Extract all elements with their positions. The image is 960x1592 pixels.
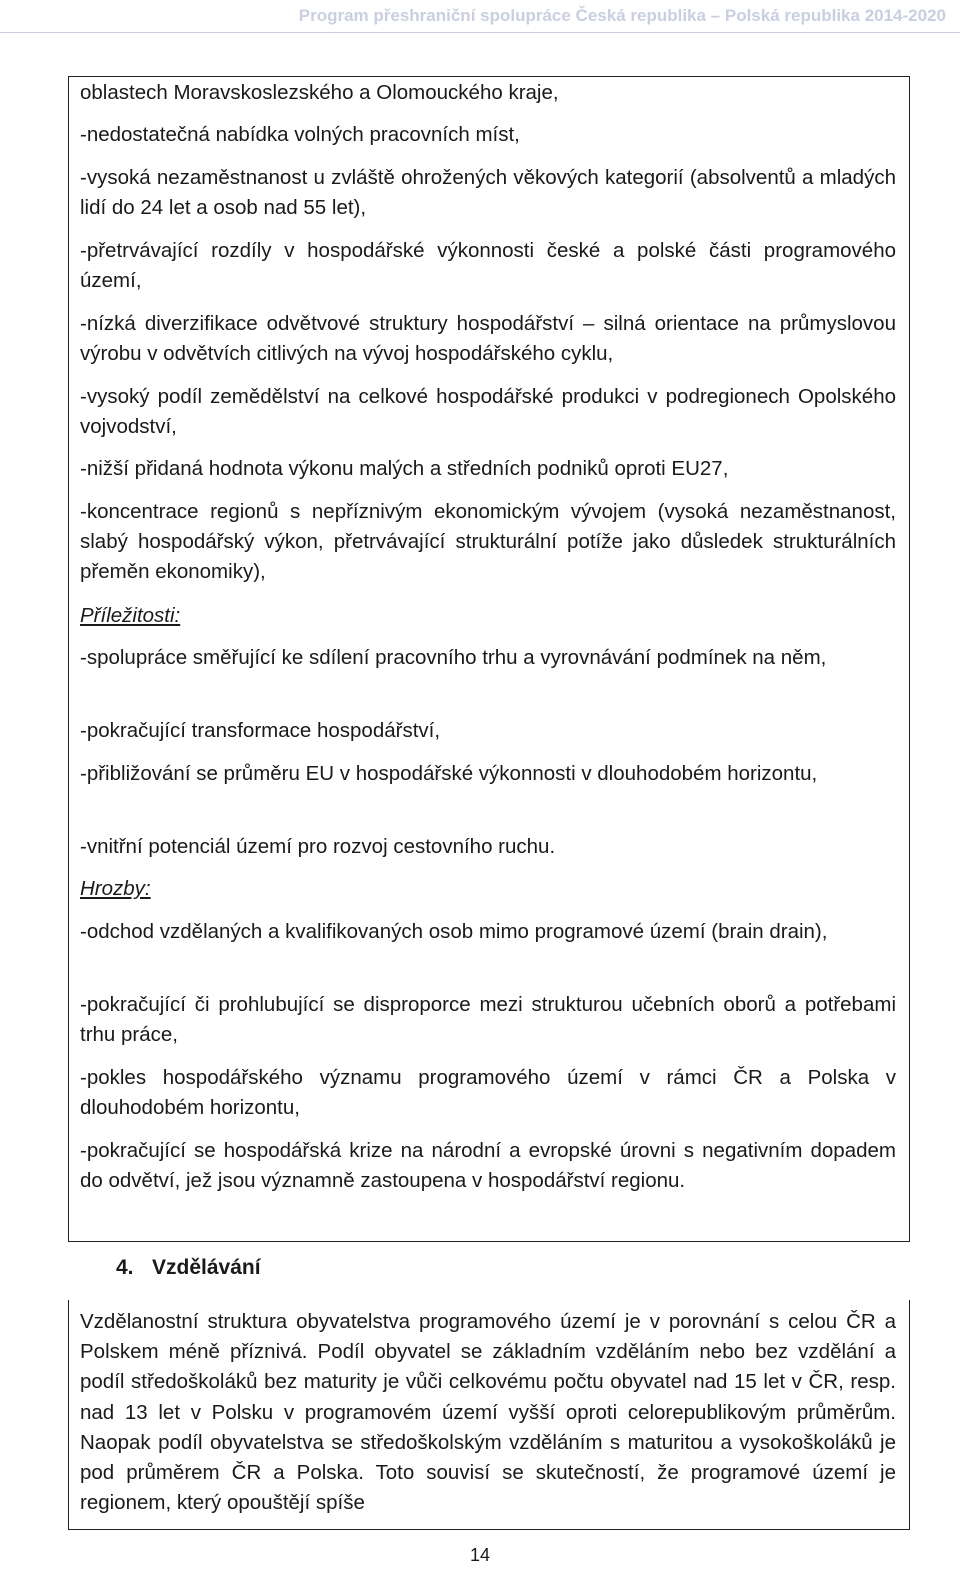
opportunities-label — [80, 601, 896, 631]
list-item: -spolupráce směřující ke sdílení pracovního trhu a vyrovnávání podmínek na něm, — [80, 646, 827, 669]
threats-label — [80, 874, 896, 904]
list-item: -pokles hospodářského významu programového území v rámci ČR a Polska v dlouhodobém horizontu, — [80, 1066, 896, 1119]
list-item: -vnitřní potenciál území pro rozvoj cestovního ruchu. — [80, 835, 556, 858]
list-item: -odchod vzdělaných a kvalifikovaných osob mimo programové území (brain drain), — [80, 920, 828, 943]
list-item: -pokračující se hospodářská krize na národní a evropské úrovni s negativním dopadem do odvětví, jež jsou významně zastoupena v hospodářství regionu. — [80, 1139, 896, 1192]
list-item: -pokračující transformace hospodářství, — [80, 719, 441, 742]
list-item: -koncentrace regionů s nepříznivým ekonomickým vývojem (vysoká nezaměstnanost, slabý hospodářský výkon, přetrvávající strukturální potíže jako důsledek strukturálních přeměn ekonomiky), — [80, 500, 896, 583]
section-title: Vzdělávání — [152, 1256, 261, 1279]
opportunities-label-text: Příležitosti: — [80, 604, 181, 627]
list-item: -nižší přidaná hodnota výkonu malých a středních podniků oproti EU27, — [80, 457, 729, 480]
section-body: Vzdělanostní struktura obyvatelstva programového území je v porovnání s celou ČR a Polskem méně příznivá. Podíl obyvatel se základním vzděláním nebo bez vzdělání a podíl středoškoláků bez maturity je vůči celkovému počtu obyvatel nad 15 let v ČR, resp. nad 13 let v Polsku v programovém území vyšší oproti celorepublikovým průměrům. Naopak podíl obyvatelstva se středoškolským vzděláním s maturitou a vysokoškoláků je pod průměrem ČR a Polska. Toto souvisí se skutečností, že programové území je regionem, který opouštějí spíše — [80, 1310, 896, 1515]
section-number: 4. — [116, 1256, 134, 1279]
list-item: oblastech Moravskoslezského a Olomouckého kraje, — [80, 81, 559, 104]
list-item: -pokračující či prohlubující se disproporce mezi strukturou učebních oborů a potřebami trhu práce, — [80, 993, 896, 1046]
list-item: -vysoký podíl zemědělství na celkové hospodářské produkci v podregionech Opolského vojvodství, — [80, 385, 896, 438]
header-divider — [0, 32, 960, 33]
running-header: Program přeshraniční spolupráce Česká republika – Polská republika 2014-2020 — [298, 6, 946, 25]
page-number: 14 — [469, 1545, 491, 1565]
list-item: -přibližování se průměru EU v hospodářské výkonnosti v dlouhodobém horizontu, — [80, 762, 818, 785]
list-item: -nízká diverzifikace odvětvové struktury hospodářství – silná orientace na průmyslovou výrobu v odvětvích citlivých na vývoj hospodářského cyklu, — [80, 312, 896, 365]
list-item: -přetrvávající rozdíly v hospodářské výkonnosti české a polské části programového území, — [80, 239, 896, 292]
list-item: -vysoká nezaměstnanost u zvláště ohrožených věkových kategorií (absolventů a mladých lidí do 24 let a osob nad 55 let), — [80, 166, 896, 219]
threats-label-text: Hrozby: — [80, 877, 151, 900]
list-item: -nedostatečná nabídka volných pracovních míst, — [80, 123, 520, 146]
section-heading — [116, 1253, 261, 1283]
